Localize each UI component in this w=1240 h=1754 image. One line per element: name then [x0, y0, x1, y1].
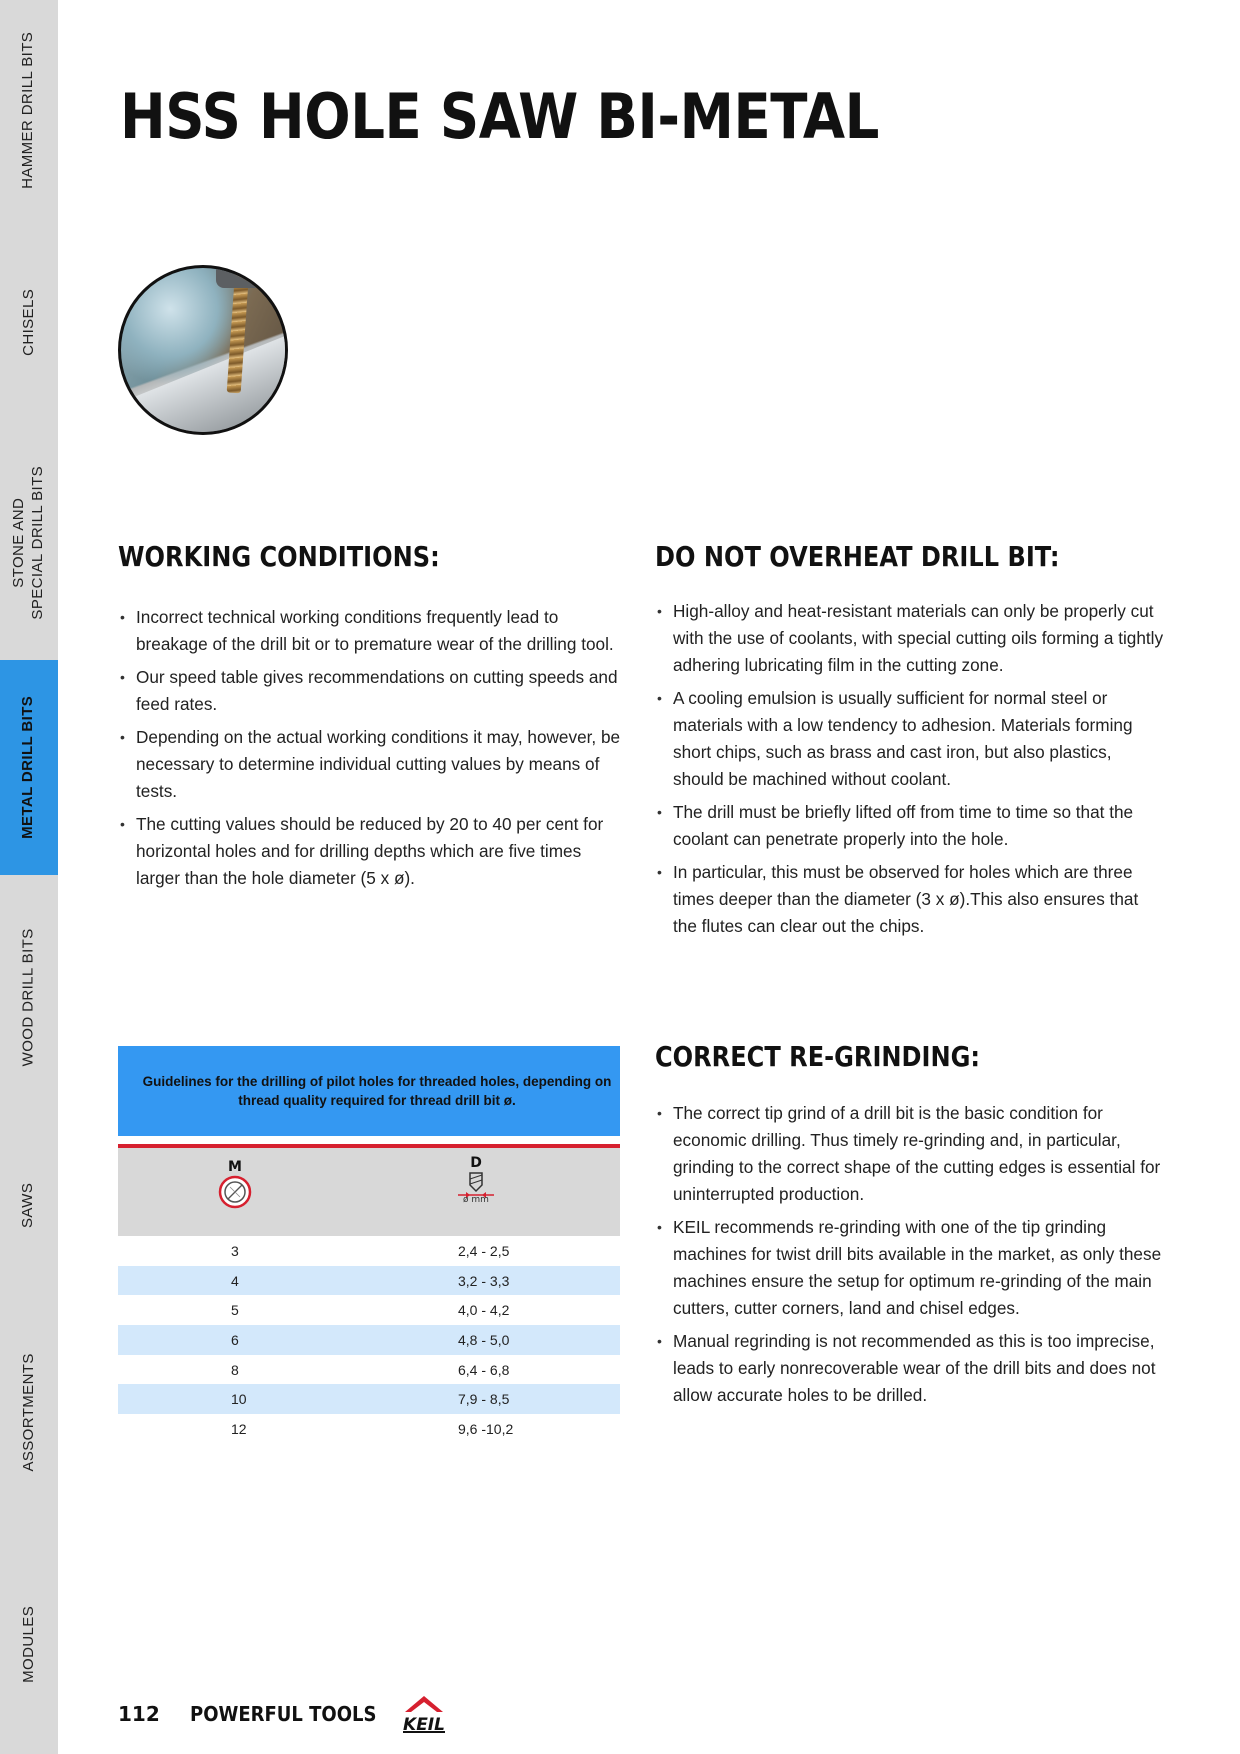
pilot-hole-table	[118, 1046, 620, 1444]
table-row: 8 6,4 - 6,8	[231, 1361, 510, 1378]
bullet-item: • Incorrect technical working conditions frequently lead to breakage of the drill bit or to premature wear of the drilling tool.	[118, 604, 628, 658]
table-row: 3 2,4 - 2,5	[231, 1242, 510, 1259]
sidebar-tab-line: HAMMER DRILL BITS	[19, 31, 37, 189]
sidebar-tab-wood-drill-bits[interactable]	[0, 875, 58, 1120]
bullet-item: • KEIL recommends re-grinding with one of the tip grinding machines for twist drill bits available in the market, as only these machines ensure the setup for optimum re-grinding of the main cutters, cutter corners, land and chisel edges.	[655, 1214, 1165, 1322]
sidebar-tab-label	[10, 466, 48, 620]
thread-m-header	[217, 1160, 253, 1209]
regrinding-heading: CORRECT RE-GRINDING:	[655, 1040, 981, 1073]
logo-text: KEIL	[402, 1715, 445, 1734]
sidebar-tab-modules[interactable]	[0, 1535, 58, 1754]
cell-d: 2,4 - 2,5	[458, 1242, 510, 1259]
sidebar-tab-line: CHISELS	[19, 289, 37, 356]
diameter-d-header	[456, 1156, 496, 1205]
cell-d: 4,8 - 5,0	[458, 1331, 510, 1348]
cell-d: 3,2 - 3,3	[458, 1272, 510, 1289]
bullet-item: • In particular, this must be observed for holes which are three times deeper than the diameter (3 x ø).This also ensures that the flutes can clear out the chips.	[655, 859, 1165, 940]
table-row: 5 4,0 - 4,2	[231, 1302, 510, 1319]
bullet-item: • The cutting values should be reduced by 20 to 40 per cent for horizontal holes and for drilling depths which are five times larger than the hole diameter (5 x ø).	[118, 811, 628, 892]
keil-logo	[397, 1694, 451, 1734]
bullet-item: • High-alloy and heat-resistant materials can only be properly cut with the use of coolants, with special cutting oils forming a tightly adhering lubricating film in the cutting zone.	[655, 598, 1165, 679]
sidebar-tab-line: METAL DRILL BITS	[19, 695, 37, 840]
col-d-label: D	[470, 1155, 482, 1171]
sidebar-tab-line: STONE AND	[10, 497, 28, 588]
thread-icon	[217, 1175, 253, 1209]
table-caption: Guidelines for the drilling of pilot holes for threaded holes, depending on thread quality required for thread drill bit ø.	[142, 1074, 612, 1108]
page-title: HSS HOLE SAW BI-METAL	[120, 80, 879, 153]
sidebar-tab-label	[20, 696, 39, 839]
sidebar-tab-line: ASSORTMENTS	[19, 1353, 37, 1472]
bullet-item: • A cooling emulsion is usually sufficient for normal steel or materials with a low tendency to adhesion. Materials forming short chips, such as brass and cast iron, but also plastics, should be machined without coolant.	[655, 685, 1165, 793]
sidebar-tab-line: SPECIAL DRILL BITS	[29, 465, 47, 620]
bullet-item: • The correct tip grind of a drill bit is the basic condition for economic drilling. Thus timely re-grinding and, in particular, grinding to the correct shape of the cutting edges is essential for uninterrupted production.	[655, 1100, 1165, 1208]
working-conditions-list	[118, 604, 628, 898]
sidebar-tab-label	[20, 1182, 39, 1227]
table-icon-header	[118, 1148, 620, 1236]
table-row: 4 3,2 - 3,3	[118, 1266, 620, 1296]
sidebar-tab-label	[20, 1353, 39, 1471]
page-number: 112	[118, 1702, 160, 1726]
sidebar-tab-line: SAWS	[19, 1182, 37, 1228]
overheat-list	[655, 598, 1165, 946]
sidebar-tab-chisels[interactable]	[0, 220, 58, 425]
bullet-item: • Manual regrinding is not recommended as this is too imprecise, leads to early nonrecoverable wear of the drill bits and does not allow accurate holes to be drilled.	[655, 1328, 1165, 1409]
cell-d: 6,4 - 6,8	[458, 1361, 510, 1378]
bullet-item: • The drill must be briefly lifted off from time to time so that the coolant can penetrate properly into the hole.	[655, 799, 1165, 853]
table-row: 12 9,6 -10,2	[231, 1420, 514, 1437]
sidebar-tab-line: MODULES	[19, 1606, 37, 1683]
cell-d: 7,9 - 8,5	[458, 1391, 510, 1408]
sidebar-tab-label	[20, 1606, 39, 1683]
bullet-item: • Our speed table gives recommendations on cutting speeds and feed rates.	[118, 664, 628, 718]
working-conditions-heading: WORKING CONDITIONS:	[118, 540, 440, 573]
sidebar-tab-label	[20, 31, 39, 188]
table-row: 10 7,9 - 8,5	[118, 1384, 620, 1414]
section-sidebar	[0, 0, 58, 1754]
sidebar-tab-metal-drill-bits[interactable]	[0, 660, 58, 875]
regrinding-list	[655, 1100, 1165, 1415]
sidebar-tab-saws[interactable]	[0, 1120, 58, 1290]
table-row: 6 4,8 - 5,0	[118, 1325, 620, 1355]
sidebar-tab-assortments[interactable]	[0, 1290, 58, 1535]
sidebar-tab-stone-and-special-drill-bits[interactable]	[0, 425, 58, 660]
sidebar-tab-line: WOOD DRILL BITS	[19, 928, 37, 1067]
table-caption-box	[118, 1046, 620, 1136]
sidebar-tab-hammer-drill-bits[interactable]	[0, 0, 58, 220]
footer-tagline: POWERFUL TOOLS	[189, 1702, 377, 1726]
bullet-item: • Depending on the actual working conditions it may, however, be necessary to determine individual cutting values by means of tests.	[118, 724, 628, 805]
sidebar-tab-label	[20, 929, 39, 1067]
cell-d: 4,0 - 4,2	[458, 1302, 510, 1319]
sidebar-tab-label	[20, 289, 39, 356]
col-m-label: M	[228, 1159, 242, 1175]
overheat-heading: DO NOT OVERHEAT DRILL BIT:	[655, 540, 1060, 573]
table-body	[118, 1236, 620, 1444]
cell-d: 9,6 -10,2	[458, 1420, 514, 1437]
drill-photo	[118, 265, 288, 435]
page-footer	[118, 1694, 451, 1734]
col-d-unit: ø mm	[463, 1195, 489, 1205]
